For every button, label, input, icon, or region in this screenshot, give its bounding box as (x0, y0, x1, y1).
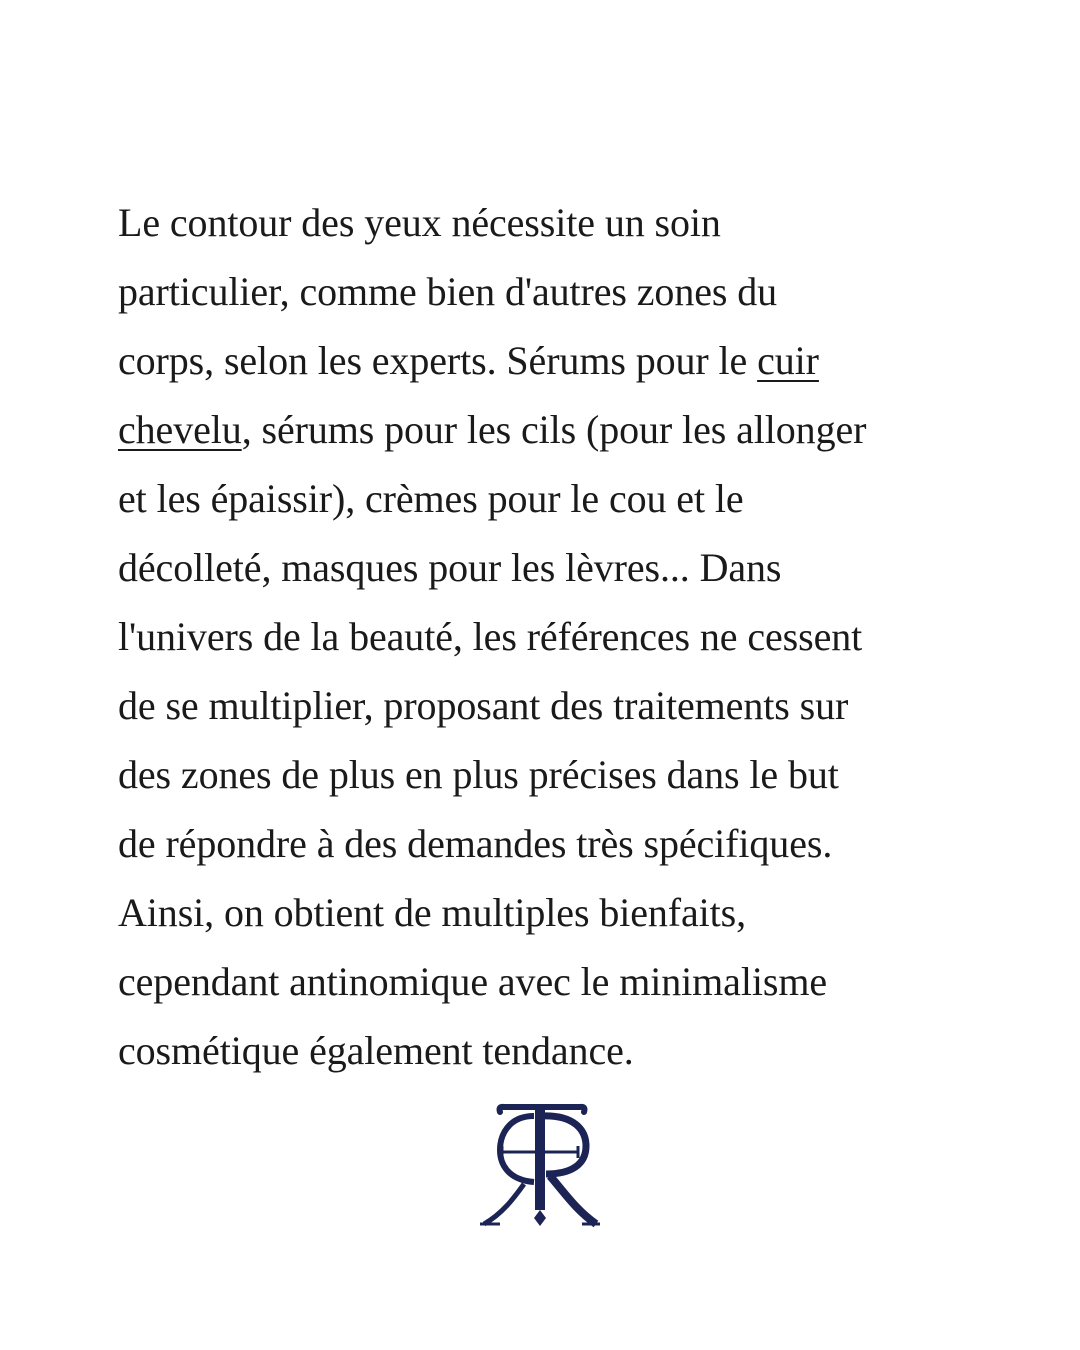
text-segment: et les épaissir), crèmes pour le cou et le (118, 476, 744, 521)
text-segment: , sérums pour les cils (pour les allonger (241, 407, 867, 452)
text-segment: corps, selon les experts. Sérums pour le (118, 338, 758, 383)
text-segment: des zones de plus en plus précises dans le but (118, 752, 839, 797)
cuir-chevelu-link[interactable]: chevelu (118, 407, 242, 452)
text-line (118, 257, 958, 326)
cuir-chevelu-link[interactable]: cuir (757, 338, 819, 383)
text-line (118, 809, 958, 878)
text-segment: Le contour des yeux nécessite un soin (118, 200, 721, 245)
text-line (118, 878, 958, 947)
text-line (118, 602, 958, 671)
text-line (118, 188, 958, 257)
text-segment: de se multiplier, proposant des traitements sur (118, 683, 849, 728)
text-segment: de répondre à des demandes très spécifiques. (118, 821, 833, 866)
text-line (118, 395, 958, 464)
text-segment: particulier, comme bien d'autres zones du (118, 269, 778, 314)
article-paragraph (118, 188, 958, 1085)
text-line (118, 671, 958, 740)
text-line (118, 740, 958, 809)
text-segment: Ainsi, on obtient de multiples bienfaits, (118, 890, 747, 935)
text-line (118, 533, 958, 602)
text-line (118, 947, 958, 1016)
text-line (118, 464, 958, 533)
text-segment: l'univers de la beauté, les références ne cessent (118, 614, 863, 659)
tr-monogram-logo (478, 1102, 602, 1230)
text-segment: cependant antinomique avec le minimalisme (118, 959, 827, 1004)
text-segment: cosmétique également tendance. (118, 1028, 634, 1073)
text-line (118, 326, 958, 395)
text-line (118, 1016, 958, 1085)
text-segment: décolleté, masques pour les lèvres... Dans (118, 545, 782, 590)
